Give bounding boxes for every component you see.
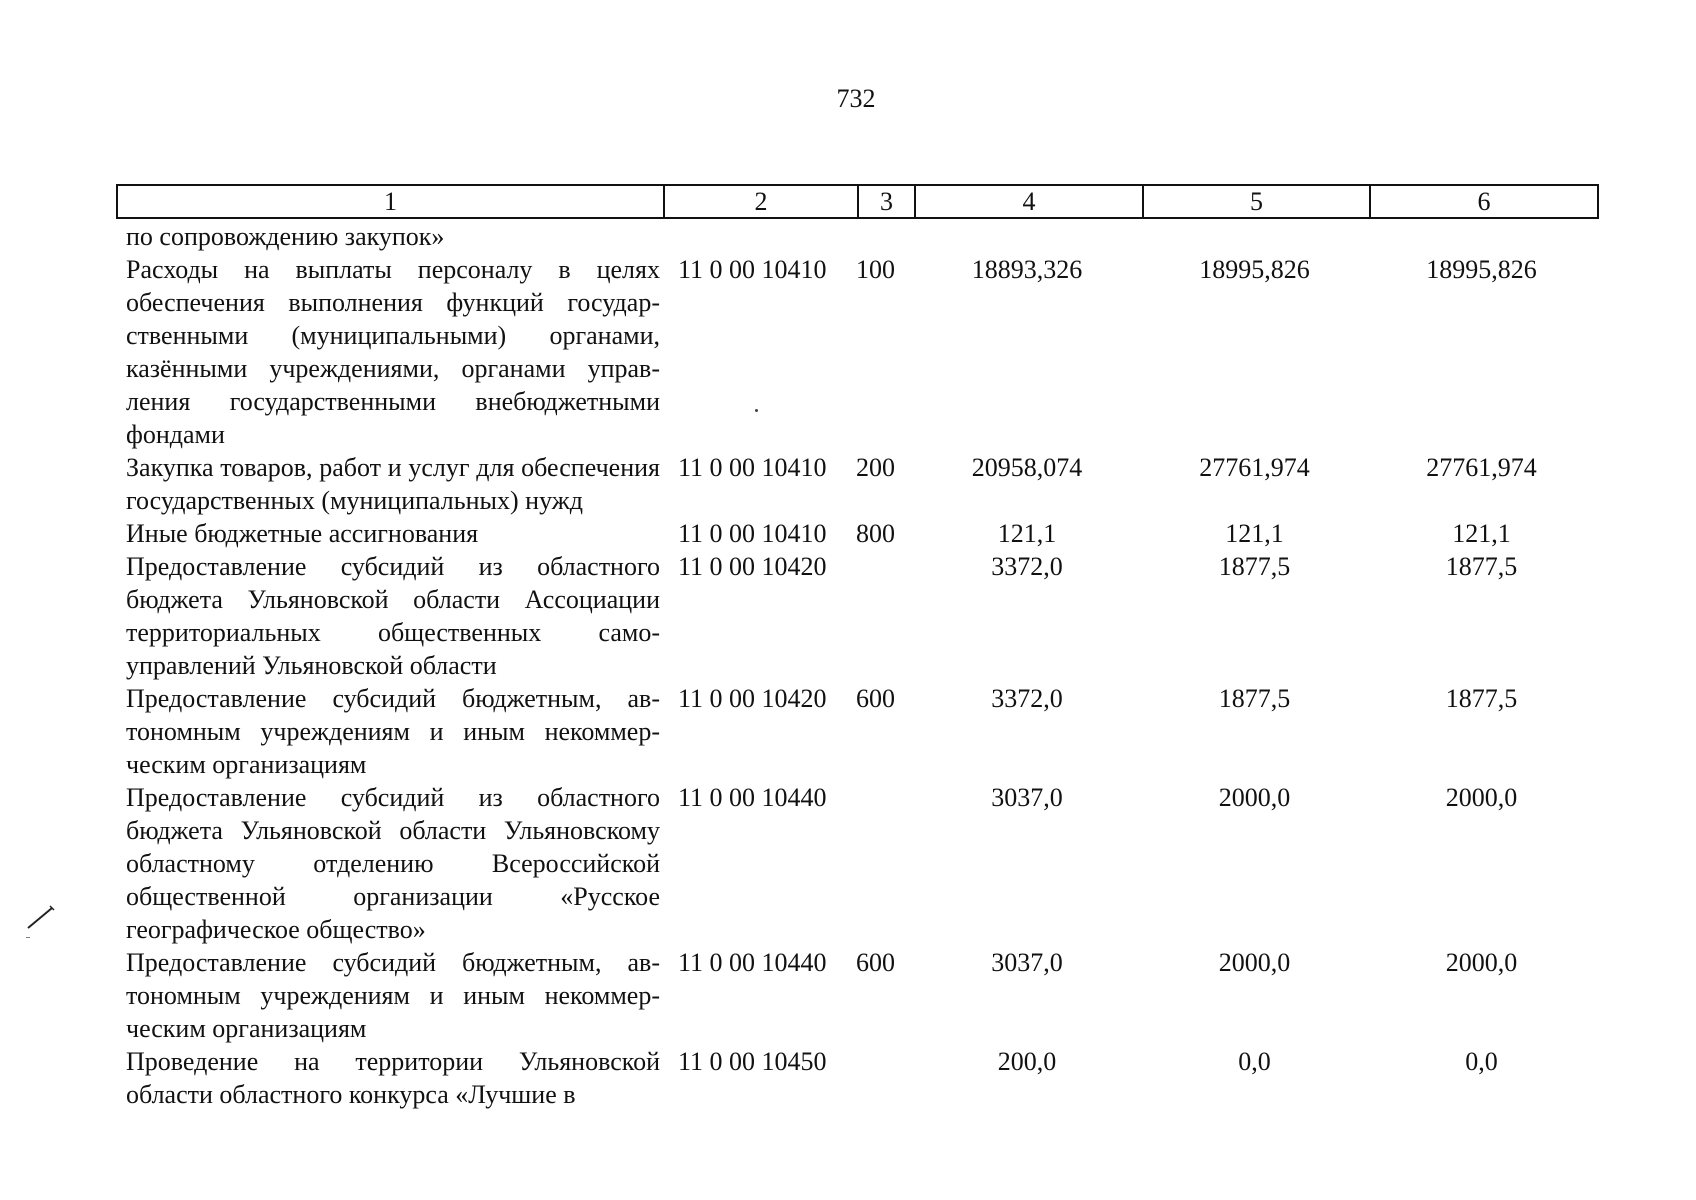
table-row bbox=[116, 517, 1599, 550]
row-code: 11 0 00 10450 bbox=[678, 1047, 827, 1076]
table-row bbox=[116, 1045, 1599, 1111]
row-value-4: 3372,0 bbox=[991, 684, 1063, 713]
row-name: Предоставление субсидий из областного бюджета Ульяновской области Ассоциации территориальных общественных самоуправлений Ульяновской области bbox=[126, 552, 660, 680]
row-value-5: 2000,0 bbox=[1218, 783, 1291, 812]
row-name: Проведение на территории Ульяновской области областного конкурса «Лучшие в bbox=[126, 1047, 660, 1109]
continuation-row bbox=[116, 220, 1599, 253]
row-value-6: 2000,0 bbox=[1445, 783, 1518, 812]
row-value-5: 0,0 bbox=[1238, 1047, 1271, 1076]
row-code: 11 0 00 10440 bbox=[678, 948, 827, 977]
row-value-6: 2000,0 bbox=[1445, 948, 1518, 977]
header-col-3: 3 bbox=[859, 186, 916, 217]
row-value-4: 3037,0 bbox=[991, 948, 1063, 977]
row-value-6: 0,0 bbox=[1465, 1047, 1498, 1076]
row-type: 800 bbox=[856, 519, 895, 548]
table-row bbox=[116, 253, 1599, 451]
row-name: Предоставление субсидий бюджетным, автономным учреждениям и иным некоммерческим организациям bbox=[126, 948, 660, 1043]
row-value-4: 3372,0 bbox=[991, 552, 1063, 581]
row-type: 600 bbox=[856, 684, 895, 713]
row-type: 200 bbox=[856, 453, 895, 482]
table-row bbox=[116, 781, 1599, 946]
table-row bbox=[116, 550, 1599, 682]
row-name: Предоставление субсидий из областного бюджета Ульяновской области Ульяновскому областному отделению Всероссийской общественной организации «Русское географическое общество» bbox=[126, 783, 660, 944]
header-col-1: 1 bbox=[118, 186, 665, 217]
row-value-4: 18893,326 bbox=[971, 255, 1083, 284]
row-value-4: 200,0 bbox=[997, 1047, 1057, 1076]
row-code: 11 0 00 10410 bbox=[678, 519, 827, 548]
row-value-4: 20958,074 bbox=[971, 453, 1083, 482]
row-name: Предоставление субсидий бюджетным, автономным учреждениям и иным некоммерческим организациям bbox=[126, 684, 660, 779]
row-value-5: 2000,0 bbox=[1218, 948, 1291, 977]
table-row bbox=[116, 451, 1599, 517]
row-code: 11 0 00 10440 bbox=[678, 783, 827, 812]
row-code: 11 0 00 10420 bbox=[678, 684, 827, 713]
header-col-2: 2 bbox=[665, 186, 859, 217]
row-container bbox=[116, 253, 1599, 1111]
row-name: Закупка товаров, работ и услуг для обеспечения государственных (муниципальных) нужд bbox=[126, 453, 660, 515]
header-col-6: 6 bbox=[1477, 187, 1491, 216]
continuation-text: по сопровождению закупок» bbox=[126, 222, 445, 251]
table-header bbox=[116, 184, 1599, 219]
row-value-5: 1877,5 bbox=[1218, 684, 1291, 713]
scan-dot bbox=[755, 409, 758, 412]
row-code: 11 0 00 10410 bbox=[678, 453, 827, 482]
row-name: Иные бюджетные ассигнования bbox=[126, 519, 479, 548]
row-value-5: 18995,826 bbox=[1199, 255, 1310, 284]
row-value-5: 1877,5 bbox=[1218, 552, 1291, 581]
page-number: 732 bbox=[836, 84, 876, 113]
row-type: 100 bbox=[856, 255, 895, 284]
header-col-4: 4 bbox=[916, 186, 1144, 217]
row-value-5: 27761,974 bbox=[1199, 453, 1310, 482]
row-value-4: 3037,0 bbox=[991, 783, 1063, 812]
row-value-6: 18995,826 bbox=[1426, 255, 1537, 284]
row-value-6: 1877,5 bbox=[1445, 684, 1518, 713]
row-value-6: 121,1 bbox=[1452, 519, 1511, 548]
table-row bbox=[116, 682, 1599, 781]
table-body bbox=[116, 220, 1599, 1111]
row-name: Расходы на выплаты персоналу в целях обеспечения выполнения функций государственными (муниципальными) органами, казёнными учреждениями, органами управления государственными внебюджетными фондами bbox=[126, 255, 660, 449]
table-row bbox=[116, 946, 1599, 1045]
row-value-6: 27761,974 bbox=[1426, 453, 1537, 482]
row-code: 11 0 00 10410 bbox=[678, 255, 827, 284]
row-value-6: 1877,5 bbox=[1445, 552, 1518, 581]
row-value-5: 121,1 bbox=[1225, 519, 1284, 548]
margin-pen-mark bbox=[24, 898, 58, 938]
row-code: 11 0 00 10420 bbox=[678, 552, 827, 581]
header-col-5: 5 bbox=[1144, 186, 1371, 217]
row-type: 600 bbox=[856, 948, 895, 977]
row-value-4: 121,1 bbox=[997, 519, 1057, 548]
